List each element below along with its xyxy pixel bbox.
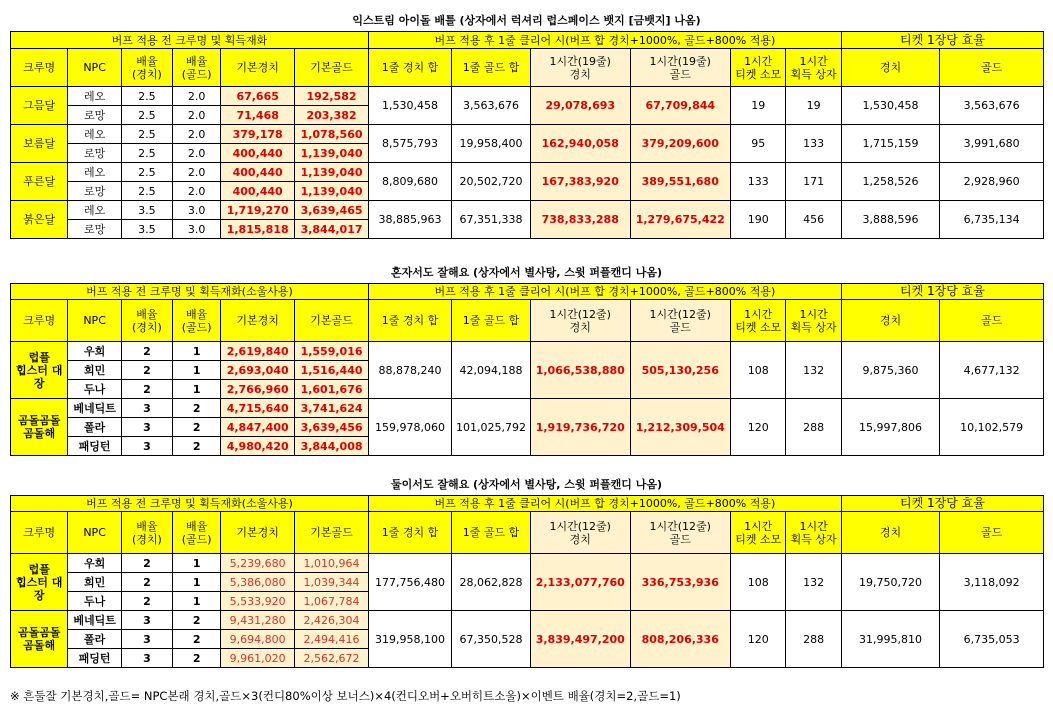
base-exp: 71,468 [221, 106, 295, 125]
mult-exp: 2 [121, 592, 172, 611]
base-gold: 2,494,416 [295, 630, 369, 649]
mult-gold: 1 [173, 380, 221, 399]
base-gold: 2,562,672 [295, 649, 369, 668]
mult-gold: 2 [173, 649, 221, 668]
ticket-exp: 19,750,720 [841, 554, 939, 611]
table-row [11, 87, 1044, 106]
mult-gold: 1 [173, 592, 221, 611]
ticket-exp: 1,530,458 [841, 87, 939, 125]
hour-gold: 505,130,256 [630, 342, 731, 399]
header-group-ticket-efficiency: 티켓 1장당 효율 [841, 496, 1043, 512]
hour-gold: 808,206,336 [630, 611, 731, 668]
table-section-2 [10, 495, 1044, 668]
base-gold: 1,039,344 [295, 573, 369, 592]
npc-name: 로망 [68, 106, 121, 125]
ticket-gold: 10,102,579 [940, 399, 1044, 456]
base-exp: 400,440 [221, 182, 295, 201]
npc-name: 베네딕트 [68, 399, 121, 418]
base-exp: 1,719,270 [221, 201, 295, 220]
hour-boxes: 456 [786, 201, 841, 239]
base-exp: 2,693,040 [221, 361, 295, 380]
col-header-base-exp: 기본경치 [221, 512, 295, 554]
mult-gold: 1 [173, 342, 221, 361]
hour-tickets: 190 [731, 201, 786, 239]
ticket-exp: 31,995,810 [841, 611, 939, 668]
line-exp-sum: 177,756,480 [368, 554, 451, 611]
col-header-hour-exp: 1시간(12줄) 경치 [531, 300, 630, 342]
ticket-exp: 3,888,596 [841, 201, 939, 239]
npc-name: 베네딕트 [68, 611, 121, 630]
hour-tickets: 108 [731, 554, 786, 611]
col-header-crew: 크루명 [11, 49, 68, 87]
base-gold: 3,639,456 [295, 418, 369, 437]
hour-exp: 3,839,497,200 [531, 611, 630, 668]
hour-exp: 162,940,058 [531, 125, 630, 163]
base-gold: 1,516,440 [295, 361, 369, 380]
line-gold-sum: 101,025,792 [452, 399, 531, 456]
line-exp-sum: 38,885,963 [368, 201, 451, 239]
base-gold: 192,582 [295, 87, 369, 106]
npc-name: 폴라 [68, 630, 121, 649]
col-header-ticket-gold: 골드 [940, 300, 1044, 342]
hour-tickets: 120 [731, 611, 786, 668]
hour-exp: 738,833,288 [531, 201, 630, 239]
crew-name: 럽플 힙스터 대장 [11, 554, 68, 611]
mult-exp: 3 [121, 399, 172, 418]
col-header-boxes: 1시간 획득 상자 [786, 512, 841, 554]
base-exp: 1,815,818 [221, 220, 295, 239]
col-header-hour-gold: 1시간(12줄) 골드 [630, 300, 731, 342]
hour-tickets: 108 [731, 342, 786, 399]
base-exp: 5,239,680 [221, 554, 295, 573]
mult-exp: 2.5 [121, 125, 172, 144]
col-header-crew: 크루명 [11, 512, 68, 554]
base-gold: 3,844,008 [295, 437, 369, 456]
mult-gold: 2 [173, 418, 221, 437]
header-group-before-buff: 버프 적용 전 크루명 및 획득재화(소울사용) [11, 284, 369, 300]
npc-name: 두나 [68, 380, 121, 399]
mult-gold: 2.0 [173, 163, 221, 182]
section-title-1: 혼자서도 잘해요 (상자에서 별사탕, 스윗 퍼플캔디 나옴) [391, 266, 662, 279]
npc-name: 패딩턴 [68, 649, 121, 668]
crew-name: 붉은달 [11, 201, 68, 239]
npc-name: 두나 [68, 592, 121, 611]
npc-name: 로망 [68, 220, 121, 239]
npc-name: 우희 [68, 342, 121, 361]
line-gold-sum: 28,062,828 [452, 554, 531, 611]
mult-gold: 2.0 [173, 144, 221, 163]
base-gold: 1,139,040 [295, 163, 369, 182]
hour-boxes: 288 [786, 611, 841, 668]
col-header-ticket-gold: 골드 [940, 512, 1044, 554]
base-gold: 1,067,784 [295, 592, 369, 611]
hour-boxes: 132 [786, 342, 841, 399]
line-exp-sum: 8,809,680 [368, 163, 451, 201]
mult-exp: 2 [121, 380, 172, 399]
ticket-gold: 2,928,960 [940, 163, 1044, 201]
section-title-2: 둘이서도 잘해요 (상자에서 별사탕, 스윗 퍼플캔디 나옴) [391, 478, 662, 491]
base-exp: 4,715,640 [221, 399, 295, 418]
mult-gold: 3.0 [173, 201, 221, 220]
npc-name: 우희 [68, 554, 121, 573]
hour-tickets: 120 [731, 399, 786, 456]
mult-gold: 1 [173, 573, 221, 592]
base-gold: 3,741,624 [295, 399, 369, 418]
col-header-hour-exp: 1시간(12줄) 경치 [531, 512, 630, 554]
ticket-gold: 3,118,092 [940, 554, 1044, 611]
base-exp: 400,440 [221, 144, 295, 163]
col-header-mult-exp: 배율 (경치) [121, 300, 172, 342]
line-gold-sum: 67,350,528 [452, 611, 531, 668]
base-exp: 9,961,020 [221, 649, 295, 668]
line-gold-sum: 20,502,720 [452, 163, 531, 201]
crew-name: 곰돌곰돌 곰돌해 [11, 611, 68, 668]
base-gold: 1,139,040 [295, 182, 369, 201]
line-gold-sum: 67,351,338 [452, 201, 531, 239]
col-header-tickets: 1시간 티켓 소모 [731, 512, 786, 554]
npc-name: 패딩턴 [68, 437, 121, 456]
col-header-ticket-exp: 경치 [841, 49, 939, 87]
col-header-boxes: 1시간 획득 상자 [786, 300, 841, 342]
ticket-gold: 3,991,680 [940, 125, 1044, 163]
mult-exp: 3 [121, 649, 172, 668]
col-header-npc: NPC [68, 49, 121, 87]
hour-boxes: 133 [786, 125, 841, 163]
header-group-after-buff: 버프 적용 후 1줄 클리어 시(버프 합 경치+1000%, 골드+800% 적용) [368, 496, 841, 512]
col-header-hour-gold: 1시간(12줄) 골드 [630, 512, 731, 554]
header-group-before-buff: 버프 적용 전 크루명 및 획득재화(소울사용) [11, 496, 369, 512]
mult-exp: 2.5 [121, 182, 172, 201]
col-header-line-exp: 1줄 경치 합 [368, 512, 451, 554]
table-row [11, 125, 1044, 144]
ticket-gold: 3,563,676 [940, 87, 1044, 125]
mult-gold: 2 [173, 630, 221, 649]
mult-gold: 2 [173, 437, 221, 456]
mult-gold: 3.0 [173, 220, 221, 239]
base-gold: 1,559,016 [295, 342, 369, 361]
table-row [11, 611, 1044, 630]
base-gold: 1,078,560 [295, 125, 369, 144]
hour-exp: 2,133,077,760 [531, 554, 630, 611]
mult-gold: 2 [173, 611, 221, 630]
mult-exp: 2 [121, 361, 172, 380]
hour-boxes: 171 [786, 163, 841, 201]
crew-name: 보름달 [11, 125, 68, 163]
base-gold: 1,139,040 [295, 144, 369, 163]
base-exp: 4,847,400 [221, 418, 295, 437]
hour-gold: 389,551,680 [630, 163, 731, 201]
hour-tickets: 95 [731, 125, 786, 163]
hour-exp: 29,078,693 [531, 87, 630, 125]
col-header-tickets: 1시간 티켓 소모 [731, 300, 786, 342]
npc-name: 희민 [68, 361, 121, 380]
hour-gold: 67,709,844 [630, 87, 731, 125]
col-header-base-exp: 기본경치 [221, 300, 295, 342]
header-group-ticket-efficiency: 티켓 1장당 효율 [841, 32, 1043, 49]
line-exp-sum: 319,958,100 [368, 611, 451, 668]
table-row [11, 163, 1044, 182]
hour-exp: 167,383,920 [531, 163, 630, 201]
base-gold: 3,639,465 [295, 201, 369, 220]
mult-gold: 1 [173, 554, 221, 573]
col-header-ticket-gold: 골드 [940, 49, 1044, 87]
col-header-boxes: 1시간 획득 상자 [786, 49, 841, 87]
header-group-ticket-efficiency: 티켓 1장당 효율 [841, 284, 1043, 300]
line-exp-sum: 8,575,793 [368, 125, 451, 163]
mult-gold: 2.0 [173, 106, 221, 125]
col-header-hour-gold: 1시간(19줄) 골드 [630, 49, 731, 87]
mult-gold: 2 [173, 399, 221, 418]
line-exp-sum: 1,530,458 [368, 87, 451, 125]
line-gold-sum: 19,958,400 [452, 125, 531, 163]
base-exp: 379,178 [221, 125, 295, 144]
mult-exp: 3 [121, 630, 172, 649]
mult-exp: 2.5 [121, 144, 172, 163]
npc-name: 레오 [68, 125, 121, 144]
npc-name: 로망 [68, 182, 121, 201]
col-header-line-gold: 1줄 골드 합 [452, 49, 531, 87]
ticket-exp: 15,997,806 [841, 399, 939, 456]
table-section-1 [10, 283, 1044, 456]
mult-gold: 2.0 [173, 87, 221, 106]
crew-name: 푸른달 [11, 163, 68, 201]
table-section-0 [10, 31, 1044, 239]
base-gold: 1,601,676 [295, 380, 369, 399]
hour-tickets: 19 [731, 87, 786, 125]
ticket-gold: 6,735,053 [940, 611, 1044, 668]
col-header-mult-gold: 배율 (골드) [173, 49, 221, 87]
col-header-base-gold: 기본골드 [295, 49, 369, 87]
npc-name: 로망 [68, 144, 121, 163]
npc-name: 레오 [68, 163, 121, 182]
npc-name: 폴라 [68, 418, 121, 437]
line-exp-sum: 88,878,240 [368, 342, 451, 399]
base-exp: 2,619,840 [221, 342, 295, 361]
col-header-npc: NPC [68, 300, 121, 342]
hour-exp: 1,066,538,880 [531, 342, 630, 399]
hour-gold: 1,279,675,422 [630, 201, 731, 239]
line-gold-sum: 42,094,188 [452, 342, 531, 399]
col-header-mult-gold: 배율 (골드) [173, 300, 221, 342]
header-group-after-buff: 버프 적용 후 1줄 클리어 시(버프 합 경치+1000%, 골드+800% 적용) [368, 284, 841, 300]
ticket-exp: 9,875,360 [841, 342, 939, 399]
base-exp: 5,386,080 [221, 573, 295, 592]
col-header-base-gold: 기본골드 [295, 300, 369, 342]
hour-boxes: 288 [786, 399, 841, 456]
header-group-before-buff: 버프 적용 전 크루명 및 획득재화 [11, 32, 369, 49]
hour-gold: 379,209,600 [630, 125, 731, 163]
base-gold: 2,426,304 [295, 611, 369, 630]
mult-gold: 2.0 [173, 125, 221, 144]
mult-exp: 2 [121, 573, 172, 592]
col-header-tickets: 1시간 티켓 소모 [731, 49, 786, 87]
hour-gold: 1,212,309,504 [630, 399, 731, 456]
base-gold: 203,382 [295, 106, 369, 125]
mult-exp: 3.5 [121, 201, 172, 220]
col-header-line-exp: 1줄 경치 합 [368, 49, 451, 87]
col-header-ticket-exp: 경치 [841, 512, 939, 554]
col-header-base-exp: 기본경치 [221, 49, 295, 87]
header-group-after-buff: 버프 적용 후 1줄 클리어 시(버프 합 경치+1000%, 골드+800% 적용) [368, 32, 841, 49]
base-exp: 9,694,800 [221, 630, 295, 649]
ticket-gold: 6,735,134 [940, 201, 1044, 239]
ticket-gold: 4,677,132 [940, 342, 1044, 399]
col-header-crew: 크루명 [11, 300, 68, 342]
table-row [11, 399, 1044, 418]
base-gold: 1,010,964 [295, 554, 369, 573]
mult-exp: 2.5 [121, 106, 172, 125]
col-header-mult-exp: 배율 (경치) [121, 49, 172, 87]
mult-exp: 2 [121, 342, 172, 361]
mult-exp: 2 [121, 554, 172, 573]
mult-exp: 2.5 [121, 87, 172, 106]
footnote: ※ 흔둘잘 기본경치,골드= NPC본래 경치,골드×3(컨디80%이상 보너스)×4(컨디오버+오버히트소울)×이벤트 배율(경치=2,골드=1) [10, 689, 681, 703]
hour-boxes: 19 [786, 87, 841, 125]
mult-exp: 2.5 [121, 163, 172, 182]
col-header-ticket-exp: 경치 [841, 300, 939, 342]
npc-name: 레오 [68, 201, 121, 220]
ticket-exp: 1,715,159 [841, 125, 939, 163]
hour-exp: 1,919,736,720 [531, 399, 630, 456]
mult-exp: 3.5 [121, 220, 172, 239]
npc-name: 희민 [68, 573, 121, 592]
crew-name: 곰돌곰돌 곰돌해 [11, 399, 68, 456]
col-header-mult-gold: 배율 (골드) [173, 512, 221, 554]
col-header-line-gold: 1줄 골드 합 [452, 512, 531, 554]
base-gold: 3,844,017 [295, 220, 369, 239]
col-header-base-gold: 기본골드 [295, 512, 369, 554]
col-header-line-gold: 1줄 골드 합 [452, 300, 531, 342]
base-exp: 400,440 [221, 163, 295, 182]
table-row [11, 342, 1044, 361]
col-header-line-exp: 1줄 경치 합 [368, 300, 451, 342]
col-header-mult-exp: 배율 (경치) [121, 512, 172, 554]
mult-gold: 1 [173, 361, 221, 380]
crew-name: 그믐달 [11, 87, 68, 125]
line-exp-sum: 159,978,060 [368, 399, 451, 456]
section-title-0: 익스트림 아이돌 배틀 (상자에서 럭셔리 럽스페이스 뱃지 [금뱃지] 나옴) [352, 14, 701, 27]
base-exp: 67,665 [221, 87, 295, 106]
col-header-npc: NPC [68, 512, 121, 554]
base-exp: 4,980,420 [221, 437, 295, 456]
ticket-exp: 1,258,526 [841, 163, 939, 201]
base-exp: 2,766,960 [221, 380, 295, 399]
hour-gold: 336,753,936 [630, 554, 731, 611]
mult-exp: 3 [121, 418, 172, 437]
mult-exp: 3 [121, 437, 172, 456]
mult-exp: 3 [121, 611, 172, 630]
crew-name: 럽플 힙스터 대장 [11, 342, 68, 399]
npc-name: 레오 [68, 87, 121, 106]
mult-gold: 2.0 [173, 182, 221, 201]
base-exp: 9,431,280 [221, 611, 295, 630]
table-row [11, 201, 1044, 220]
hour-tickets: 133 [731, 163, 786, 201]
hour-boxes: 132 [786, 554, 841, 611]
base-exp: 5,533,920 [221, 592, 295, 611]
col-header-hour-exp: 1시간(19줄) 경치 [531, 49, 630, 87]
line-gold-sum: 3,563,676 [452, 87, 531, 125]
table-row [11, 554, 1044, 573]
